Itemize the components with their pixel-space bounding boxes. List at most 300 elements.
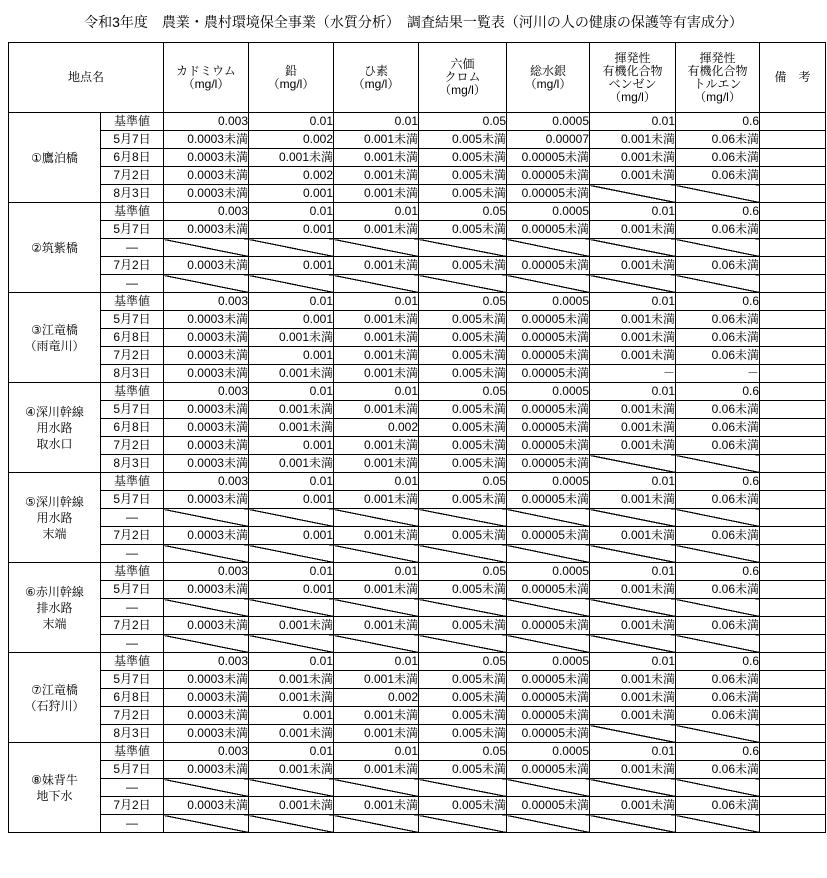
value-cell: 0.001未満 [334, 149, 419, 167]
value-cell: 0.00005未満 [507, 311, 590, 329]
remarks-cell [760, 401, 826, 419]
remarks-cell [760, 761, 826, 779]
table-row [9, 797, 826, 815]
parameter-header-line: （mg/l） [352, 76, 400, 91]
parameter-header-line: 有機化合物 [687, 63, 748, 78]
site-name-line: ③江竜橋 [31, 322, 78, 337]
table-row [9, 617, 826, 635]
value-cell [164, 635, 249, 653]
value-cell: 0.001 [249, 257, 334, 275]
value-cell: 0.06未満 [676, 617, 760, 635]
site-name-line: 末端 [42, 526, 67, 541]
value-cell: 0.001未満 [334, 257, 419, 275]
value-cell: 0.06未満 [676, 707, 760, 725]
value-cell: 0.00005未満 [507, 689, 590, 707]
site-name-line: 地下水 [36, 788, 73, 803]
value-cell: 0.001未満 [590, 311, 676, 329]
value-cell: 0.005未満 [419, 455, 507, 473]
value-cell: 0.001未満 [249, 455, 334, 473]
value-cell: 0.001 [249, 185, 334, 203]
value-cell: 0.005未満 [419, 419, 507, 437]
value-cell: 0.005未満 [419, 347, 507, 365]
value-cell: 0.00005未満 [507, 149, 590, 167]
parameter-header-line: 揮発性 [614, 50, 651, 65]
row-label-cell: 5月7日 [101, 401, 164, 419]
value-cell [590, 239, 676, 257]
value-cell: 0.005未満 [419, 311, 507, 329]
value-cell [676, 635, 760, 653]
value-cell [676, 185, 760, 203]
site-name-line: （雨竜川） [24, 338, 85, 353]
value-cell: 0.06未満 [676, 419, 760, 437]
value-cell: 0.0003未満 [164, 221, 249, 239]
value-cell: 0.01 [590, 113, 676, 131]
table-row [9, 491, 826, 509]
value-cell: 0.0003未満 [164, 581, 249, 599]
value-cell: 0.00005未満 [507, 527, 590, 545]
value-cell: 0.6 [676, 473, 760, 491]
parameter-header-line: ベンゼン [608, 76, 657, 91]
value-cell: 0.06未満 [676, 671, 760, 689]
table-row [9, 437, 826, 455]
value-cell: 0.001未満 [249, 761, 334, 779]
value-cell: 0.6 [676, 563, 760, 581]
value-cell: 0.0005 [507, 563, 590, 581]
value-cell [334, 239, 419, 257]
value-cell: 0.001未満 [249, 725, 334, 743]
value-cell: 0.002 [334, 419, 419, 437]
value-cell: 0.01 [590, 293, 676, 311]
table-row [9, 311, 826, 329]
remarks-cell [760, 167, 826, 185]
value-cell: 0.00005未満 [507, 419, 590, 437]
value-cell: 0.01 [334, 743, 419, 761]
value-cell [590, 725, 676, 743]
value-cell: 0.005未満 [419, 689, 507, 707]
remarks-cell [760, 545, 826, 563]
value-cell [249, 599, 334, 617]
value-cell: 0.005未満 [419, 131, 507, 149]
value-cell: 0.0003未満 [164, 761, 249, 779]
value-cell: 0.001未満 [249, 419, 334, 437]
remarks-cell [760, 797, 826, 815]
value-cell: 0.0005 [507, 383, 590, 401]
value-cell: 0.06未満 [676, 581, 760, 599]
site-name-cell [9, 473, 101, 563]
table-row [9, 239, 826, 257]
value-cell: 0.001未満 [590, 689, 676, 707]
value-cell: 0.00005未満 [507, 617, 590, 635]
value-cell: 0.0003未満 [164, 527, 249, 545]
parameter-header-line: （mg/l） [267, 76, 315, 91]
remarks-cell [760, 365, 826, 383]
row-label-cell: 6月8日 [101, 149, 164, 167]
site-name-line: ⑦江竜橋 [31, 682, 78, 697]
site-name-cell [9, 383, 101, 473]
remarks-cell [760, 329, 826, 347]
value-cell: 0.005未満 [419, 581, 507, 599]
site-name-line: ④深川幹線 [25, 404, 84, 419]
remarks-cell [760, 779, 826, 797]
value-cell [590, 815, 676, 833]
row-label-cell: ― [101, 599, 164, 617]
remarks-cell [760, 671, 826, 689]
value-cell: 0.005未満 [419, 725, 507, 743]
table-row [9, 563, 826, 581]
value-cell [164, 599, 249, 617]
parameter-header-line: （mg/l） [439, 83, 486, 97]
table-row [9, 221, 826, 239]
value-cell: 0.6 [676, 743, 760, 761]
value-cell: 0.00005未満 [507, 437, 590, 455]
value-cell: 0.06未満 [676, 221, 760, 239]
value-cell: 0.003 [164, 563, 249, 581]
value-cell: 0.00005未満 [507, 365, 590, 383]
row-label-cell: 7月2日 [101, 707, 164, 725]
value-cell: 0.001未満 [590, 131, 676, 149]
value-cell: 0.01 [334, 203, 419, 221]
row-label-cell: 5月7日 [101, 491, 164, 509]
value-cell [334, 275, 419, 293]
value-cell: 0.001未満 [334, 311, 419, 329]
value-cell: 0.003 [164, 653, 249, 671]
remarks-cell [760, 275, 826, 293]
remarks-cell [760, 725, 826, 743]
site-name-line: 排水路 [36, 600, 73, 615]
remarks-cell [760, 455, 826, 473]
value-cell: 0.00005未満 [507, 491, 590, 509]
value-cell [676, 275, 760, 293]
row-label-cell: 5月7日 [101, 311, 164, 329]
remarks-cell [760, 437, 826, 455]
value-cell: 0.01 [590, 383, 676, 401]
table-row [9, 653, 826, 671]
table-row [9, 455, 826, 473]
value-cell: 0.01 [249, 473, 334, 491]
table-row [9, 761, 826, 779]
remarks-cell [760, 419, 826, 437]
site-name-line: （石狩川） [24, 698, 85, 713]
value-cell: 0.001未満 [590, 347, 676, 365]
value-cell: 0.0005 [507, 473, 590, 491]
value-cell [164, 815, 249, 833]
value-cell: 0.00007 [507, 131, 590, 149]
value-cell: 0.001未満 [590, 707, 676, 725]
value-cell [590, 599, 676, 617]
value-cell [249, 275, 334, 293]
parameter-column-header [590, 43, 676, 113]
value-cell: 0.0003未満 [164, 419, 249, 437]
value-cell: 0.001未満 [249, 401, 334, 419]
value-cell: 0.00005未満 [507, 761, 590, 779]
value-cell: 0.001未満 [334, 329, 419, 347]
value-cell: 0.06未満 [676, 167, 760, 185]
value-cell: 0.06未満 [676, 689, 760, 707]
value-cell: 0.06未満 [676, 347, 760, 365]
value-cell: 0.005未満 [419, 401, 507, 419]
parameter-header-line: 揮発性 [699, 50, 736, 65]
row-label-cell: 8月3日 [101, 725, 164, 743]
value-cell: 0.00005未満 [507, 707, 590, 725]
value-cell: 0.003 [164, 113, 249, 131]
header-row [9, 43, 826, 113]
value-cell: 0.01 [249, 203, 334, 221]
value-cell: 0.00005未満 [507, 455, 590, 473]
parameter-column-header [419, 43, 507, 113]
water-quality-results-table [8, 42, 826, 833]
remarks-cell [760, 635, 826, 653]
value-cell: 0.05 [419, 293, 507, 311]
row-label-cell: 6月8日 [101, 419, 164, 437]
value-cell: 0.0003未満 [164, 311, 249, 329]
value-cell: 0.01 [590, 563, 676, 581]
value-cell: 0.001未満 [334, 491, 419, 509]
value-cell: 0.005未満 [419, 707, 507, 725]
value-cell: 0.05 [419, 743, 507, 761]
value-cell: 0.005未満 [419, 671, 507, 689]
value-cell: 0.0003未満 [164, 707, 249, 725]
value-cell [676, 725, 760, 743]
value-cell: 0.001未満 [590, 797, 676, 815]
value-cell: 0.001未満 [590, 149, 676, 167]
remarks-cell [760, 131, 826, 149]
row-label-cell: 基準値 [101, 653, 164, 671]
value-cell: 0.001未満 [249, 617, 334, 635]
value-cell: 0.00005未満 [507, 797, 590, 815]
value-cell: 0.01 [590, 743, 676, 761]
value-cell: 0.00005未満 [507, 167, 590, 185]
value-cell: 0.01 [334, 653, 419, 671]
row-label-cell: 5月7日 [101, 581, 164, 599]
value-cell: 0.001未満 [334, 527, 419, 545]
table-row [9, 365, 826, 383]
value-cell: 0.005未満 [419, 149, 507, 167]
value-cell: 0.00005未満 [507, 347, 590, 365]
site-name-line: 取水口 [36, 436, 73, 451]
value-cell: 0.001未満 [249, 365, 334, 383]
value-cell [507, 635, 590, 653]
value-cell: 0.01 [249, 383, 334, 401]
value-cell: 0.005未満 [419, 491, 507, 509]
remarks-cell [760, 581, 826, 599]
remarks-cell [760, 311, 826, 329]
value-cell: 0.01 [334, 383, 419, 401]
value-cell: 0.00005未満 [507, 257, 590, 275]
value-cell [164, 545, 249, 563]
value-cell [507, 509, 590, 527]
value-cell [590, 545, 676, 563]
value-cell: 0.002 [334, 689, 419, 707]
value-cell [507, 779, 590, 797]
value-cell [676, 509, 760, 527]
row-label-cell: 基準値 [101, 113, 164, 131]
value-cell [419, 815, 507, 833]
row-label-cell: 7月2日 [101, 257, 164, 275]
value-cell: 0.01 [249, 113, 334, 131]
row-label-cell: 7月2日 [101, 797, 164, 815]
value-cell: 0.01 [249, 293, 334, 311]
value-cell: 0.01 [249, 653, 334, 671]
parameter-header-line: （mg/l） [524, 76, 572, 91]
value-cell: 0.005未満 [419, 365, 507, 383]
value-cell: 0.001未満 [590, 329, 676, 347]
value-cell: 0.001未満 [249, 329, 334, 347]
value-cell [249, 815, 334, 833]
value-cell: 0.005未満 [419, 797, 507, 815]
site-name-line: 用水路 [36, 420, 73, 435]
remarks-cell [760, 221, 826, 239]
value-cell: 0.001未満 [334, 455, 419, 473]
value-cell: 0.001未満 [590, 401, 676, 419]
value-cell: 0.00005未満 [507, 329, 590, 347]
row-label-cell: 5月7日 [101, 131, 164, 149]
row-label-cell: ― [101, 779, 164, 797]
value-cell: 0.001未満 [334, 401, 419, 419]
page-title: 令和3年度 農業・農村環境保全事業（水質分析） 調査結果一覧表（河川の人の健康の保護等有害成分） [84, 14, 743, 30]
value-cell: 0.001未満 [590, 419, 676, 437]
value-cell: 0.005未満 [419, 527, 507, 545]
remarks-cell [760, 473, 826, 491]
remarks-cell [760, 257, 826, 275]
row-label-cell: 6月8日 [101, 689, 164, 707]
value-cell [419, 635, 507, 653]
table-row [9, 473, 826, 491]
table-row [9, 203, 826, 221]
value-cell [249, 239, 334, 257]
value-cell: 0.001未満 [334, 221, 419, 239]
remarks-cell [760, 203, 826, 221]
value-cell: 0.6 [676, 293, 760, 311]
value-cell [419, 599, 507, 617]
remarks-cell [760, 185, 826, 203]
value-cell [590, 509, 676, 527]
row-label-cell: ― [101, 509, 164, 527]
value-cell: 0.06未満 [676, 797, 760, 815]
value-cell: 0.05 [419, 383, 507, 401]
table-header [9, 43, 826, 113]
value-cell: 0.001未満 [334, 671, 419, 689]
value-cell: － [590, 365, 676, 383]
value-cell: 0.001未満 [334, 131, 419, 149]
value-cell: 0.001未満 [590, 257, 676, 275]
value-cell: 0.0003未満 [164, 671, 249, 689]
value-cell: 0.001 [249, 581, 334, 599]
value-cell: 0.001未満 [334, 185, 419, 203]
site-column-header: 地点名 [9, 43, 164, 113]
value-cell: 0.06未満 [676, 437, 760, 455]
value-cell: 0.001未満 [249, 671, 334, 689]
site-name-line: 用水路 [36, 510, 73, 525]
value-cell: 0.0003未満 [164, 689, 249, 707]
value-cell [334, 779, 419, 797]
value-cell: 0.00005未満 [507, 725, 590, 743]
value-cell: 0.005未満 [419, 221, 507, 239]
remarks-cell [760, 509, 826, 527]
value-cell: 0.002 [249, 167, 334, 185]
value-cell: 0.001未満 [334, 617, 419, 635]
value-cell: 0.0003未満 [164, 149, 249, 167]
value-cell: 0.6 [676, 383, 760, 401]
value-cell: 0.001 [249, 221, 334, 239]
value-cell [164, 779, 249, 797]
value-cell: 0.0003未満 [164, 167, 249, 185]
table-row [9, 185, 826, 203]
table-row [9, 689, 826, 707]
value-cell: 0.6 [676, 113, 760, 131]
row-label-cell: 7月2日 [101, 527, 164, 545]
value-cell [676, 239, 760, 257]
value-cell [164, 239, 249, 257]
row-label-cell: 6月8日 [101, 329, 164, 347]
value-cell: 0.0003未満 [164, 257, 249, 275]
remarks-cell [760, 293, 826, 311]
value-cell: 0.001未満 [590, 581, 676, 599]
table-row [9, 527, 826, 545]
value-cell: 0.0003未満 [164, 437, 249, 455]
row-label-cell: 5月7日 [101, 221, 164, 239]
remarks-cell [760, 689, 826, 707]
site-name-cell [9, 203, 101, 293]
value-cell: 0.001未満 [590, 167, 676, 185]
value-cell [590, 185, 676, 203]
table-row [9, 167, 826, 185]
table-row [9, 113, 826, 131]
value-cell [590, 275, 676, 293]
value-cell [676, 599, 760, 617]
table-row [9, 347, 826, 365]
value-cell: 0.001未満 [334, 725, 419, 743]
parameter-header-line: ひ素 [363, 63, 388, 78]
site-name-cell [9, 743, 101, 833]
row-label-cell: 7月2日 [101, 347, 164, 365]
value-cell: 0.005未満 [419, 329, 507, 347]
value-cell [249, 779, 334, 797]
parameter-column-header [164, 43, 249, 113]
row-label-cell: 基準値 [101, 743, 164, 761]
value-cell: 0.0003未満 [164, 347, 249, 365]
value-cell: 0.06未満 [676, 527, 760, 545]
parameter-header-line: 総水銀 [529, 63, 566, 78]
value-cell: 0.0003未満 [164, 401, 249, 419]
value-cell: 0.0003未満 [164, 491, 249, 509]
value-cell: 0.0003未満 [164, 725, 249, 743]
value-cell: 0.06未満 [676, 131, 760, 149]
value-cell: 0.001未満 [590, 437, 676, 455]
value-cell: 0.001 [249, 437, 334, 455]
value-cell [249, 635, 334, 653]
row-label-cell: 5月7日 [101, 671, 164, 689]
row-label-cell: ― [101, 239, 164, 257]
table-row [9, 779, 826, 797]
remarks-cell [760, 617, 826, 635]
value-cell [334, 599, 419, 617]
table-row [9, 401, 826, 419]
value-cell: 0.0003未満 [164, 617, 249, 635]
parameter-column-header [507, 43, 590, 113]
value-cell: 0.0003未満 [164, 455, 249, 473]
row-label-cell: 8月3日 [101, 365, 164, 383]
site-name-cell [9, 653, 101, 743]
value-cell: 0.001未満 [590, 221, 676, 239]
value-cell: 0.001未満 [590, 671, 676, 689]
value-cell: 0.00005未満 [507, 581, 590, 599]
value-cell: 0.001 [249, 311, 334, 329]
value-cell: 0.001未満 [334, 365, 419, 383]
table-row [9, 671, 826, 689]
row-label-cell: 基準値 [101, 473, 164, 491]
value-cell: 0.00005未満 [507, 221, 590, 239]
value-cell: 0.01 [249, 563, 334, 581]
